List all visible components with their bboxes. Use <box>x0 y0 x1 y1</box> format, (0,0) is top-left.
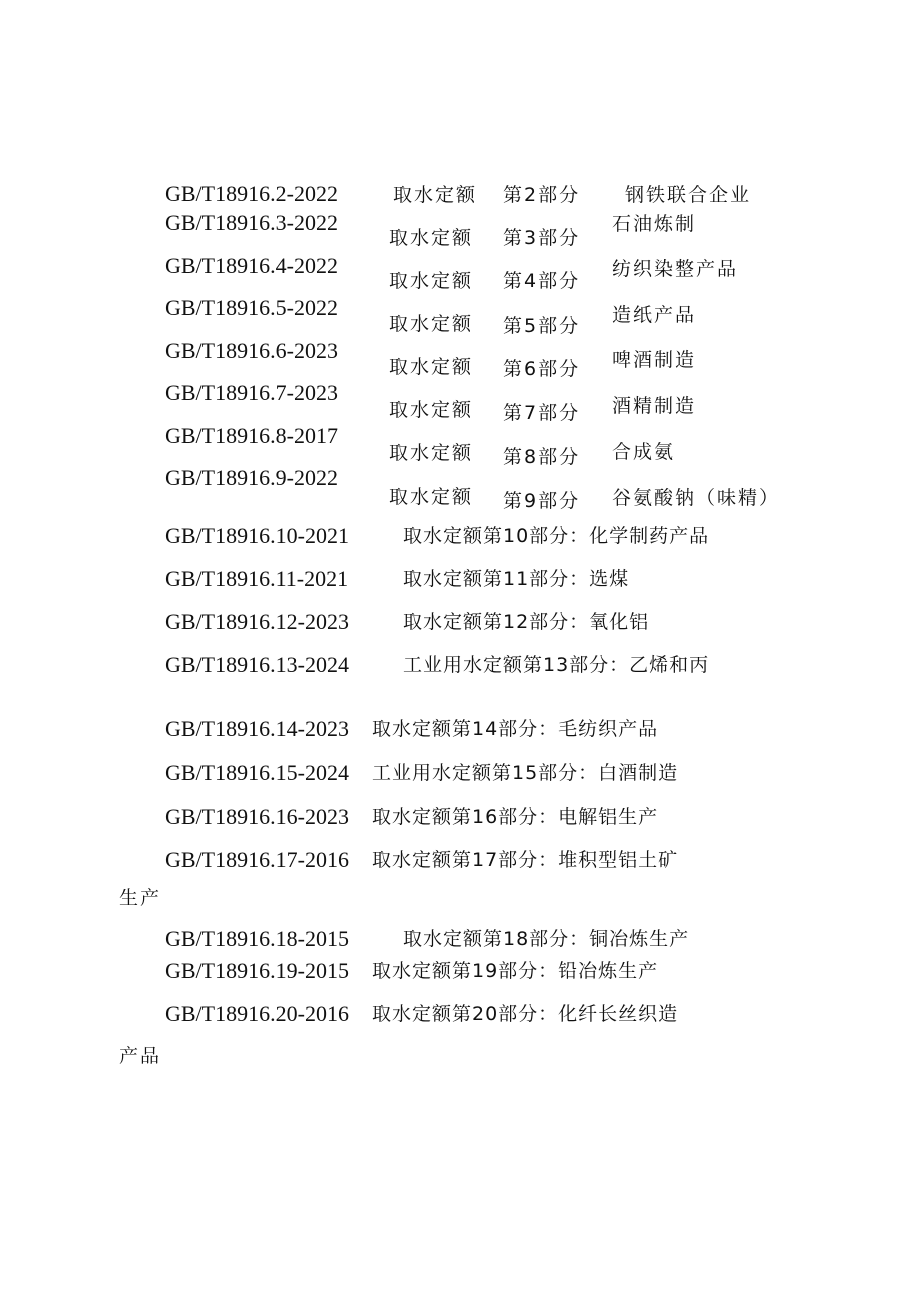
standard-title: 取水定额第18部分：铜冶炼生产 <box>403 928 690 950</box>
standard-code: GB/T18916.13-2024 <box>165 652 349 677</box>
quota-label: 取水定额 <box>393 184 478 206</box>
standard-title: 取水定额第14部分：毛纺织产品 <box>372 718 659 740</box>
quota-label: 取水定额 <box>389 486 474 508</box>
standard-code: GB/T18916.14-2023 <box>165 716 349 741</box>
standard-code: GB/T18916.4-2022 <box>165 253 338 278</box>
standard-code: GB/T18916.7-2023 <box>165 380 338 405</box>
quota-label: 取水定额 <box>389 227 474 249</box>
part-label: 第9部分 <box>503 490 581 512</box>
standard-code: GB/T18916.6-2023 <box>165 338 338 363</box>
standard-code: GB/T18916.11-2021 <box>165 566 349 591</box>
standard-title: 取水定额第12部分：氧化铝 <box>403 611 650 633</box>
standard-code: GB/T18916.15-2024 <box>165 760 349 785</box>
standard-code: GB/T18916.5-2022 <box>165 295 338 320</box>
product-name: 纺织染整产品 <box>612 258 739 280</box>
product-name: 合成氨 <box>612 441 676 463</box>
standard-code: GB/T18916.9-2022 <box>165 465 338 490</box>
quota-label: 取水定额 <box>389 270 474 292</box>
part-label: 第4部分 <box>503 270 581 292</box>
standard-code: GB/T18916.18-2015 <box>165 926 349 951</box>
standard-title: 工业用水定额第15部分：白酒制造 <box>372 762 679 784</box>
standard-code: GB/T18916.12-2023 <box>165 609 349 634</box>
standard-title: 取水定额第16部分：电解铝生产 <box>372 806 659 828</box>
standard-title: 取水定额第11部分：选煤 <box>403 568 630 590</box>
standard-code: GB/T18916.10-2021 <box>165 523 349 548</box>
standard-title: 取水定额第17部分：堆积型铝土矿 <box>372 849 679 871</box>
part-label: 第3部分 <box>503 227 581 249</box>
product-name: 酒精制造 <box>612 395 697 417</box>
continuation-text: 生产 <box>119 887 162 909</box>
standard-code: GB/T18916.16-2023 <box>165 804 349 829</box>
product-name: 石油炼制 <box>612 213 697 235</box>
part-label: 第8部分 <box>503 446 581 468</box>
standard-title: 工业用水定额第13部分：乙烯和丙 <box>403 654 710 676</box>
standard-title: 取水定额第20部分：化纤长丝织造 <box>372 1003 679 1025</box>
continuation-text: 产品 <box>119 1045 162 1067</box>
standard-code: GB/T18916.2-2022 <box>165 181 338 206</box>
part-label: 第6部分 <box>503 358 581 380</box>
standard-code: GB/T18916.3-2022 <box>165 210 338 235</box>
standard-code: GB/T18916.17-2016 <box>165 847 349 872</box>
product-name: 谷氨酸钠（味精） <box>612 487 781 509</box>
product-name: 啤酒制造 <box>612 349 697 371</box>
standard-code: GB/T18916.19-2015 <box>165 958 349 983</box>
part-label: 第5部分 <box>503 315 581 337</box>
quota-label: 取水定额 <box>389 313 474 335</box>
quota-label: 取水定额 <box>389 442 474 464</box>
product-name: 钢铁联合企业 <box>625 184 752 206</box>
standard-title: 取水定额第10部分：化学制药产品 <box>403 525 710 547</box>
standard-title: 取水定额第19部分：铅冶炼生产 <box>372 960 659 982</box>
standard-code: GB/T18916.8-2017 <box>165 423 338 448</box>
part-label: 第7部分 <box>503 402 581 424</box>
quota-label: 取水定额 <box>389 399 474 421</box>
part-label: 第2部分 <box>503 184 581 206</box>
quota-label: 取水定额 <box>389 356 474 378</box>
product-name: 造纸产品 <box>612 304 697 326</box>
standard-code: GB/T18916.20-2016 <box>165 1001 349 1026</box>
